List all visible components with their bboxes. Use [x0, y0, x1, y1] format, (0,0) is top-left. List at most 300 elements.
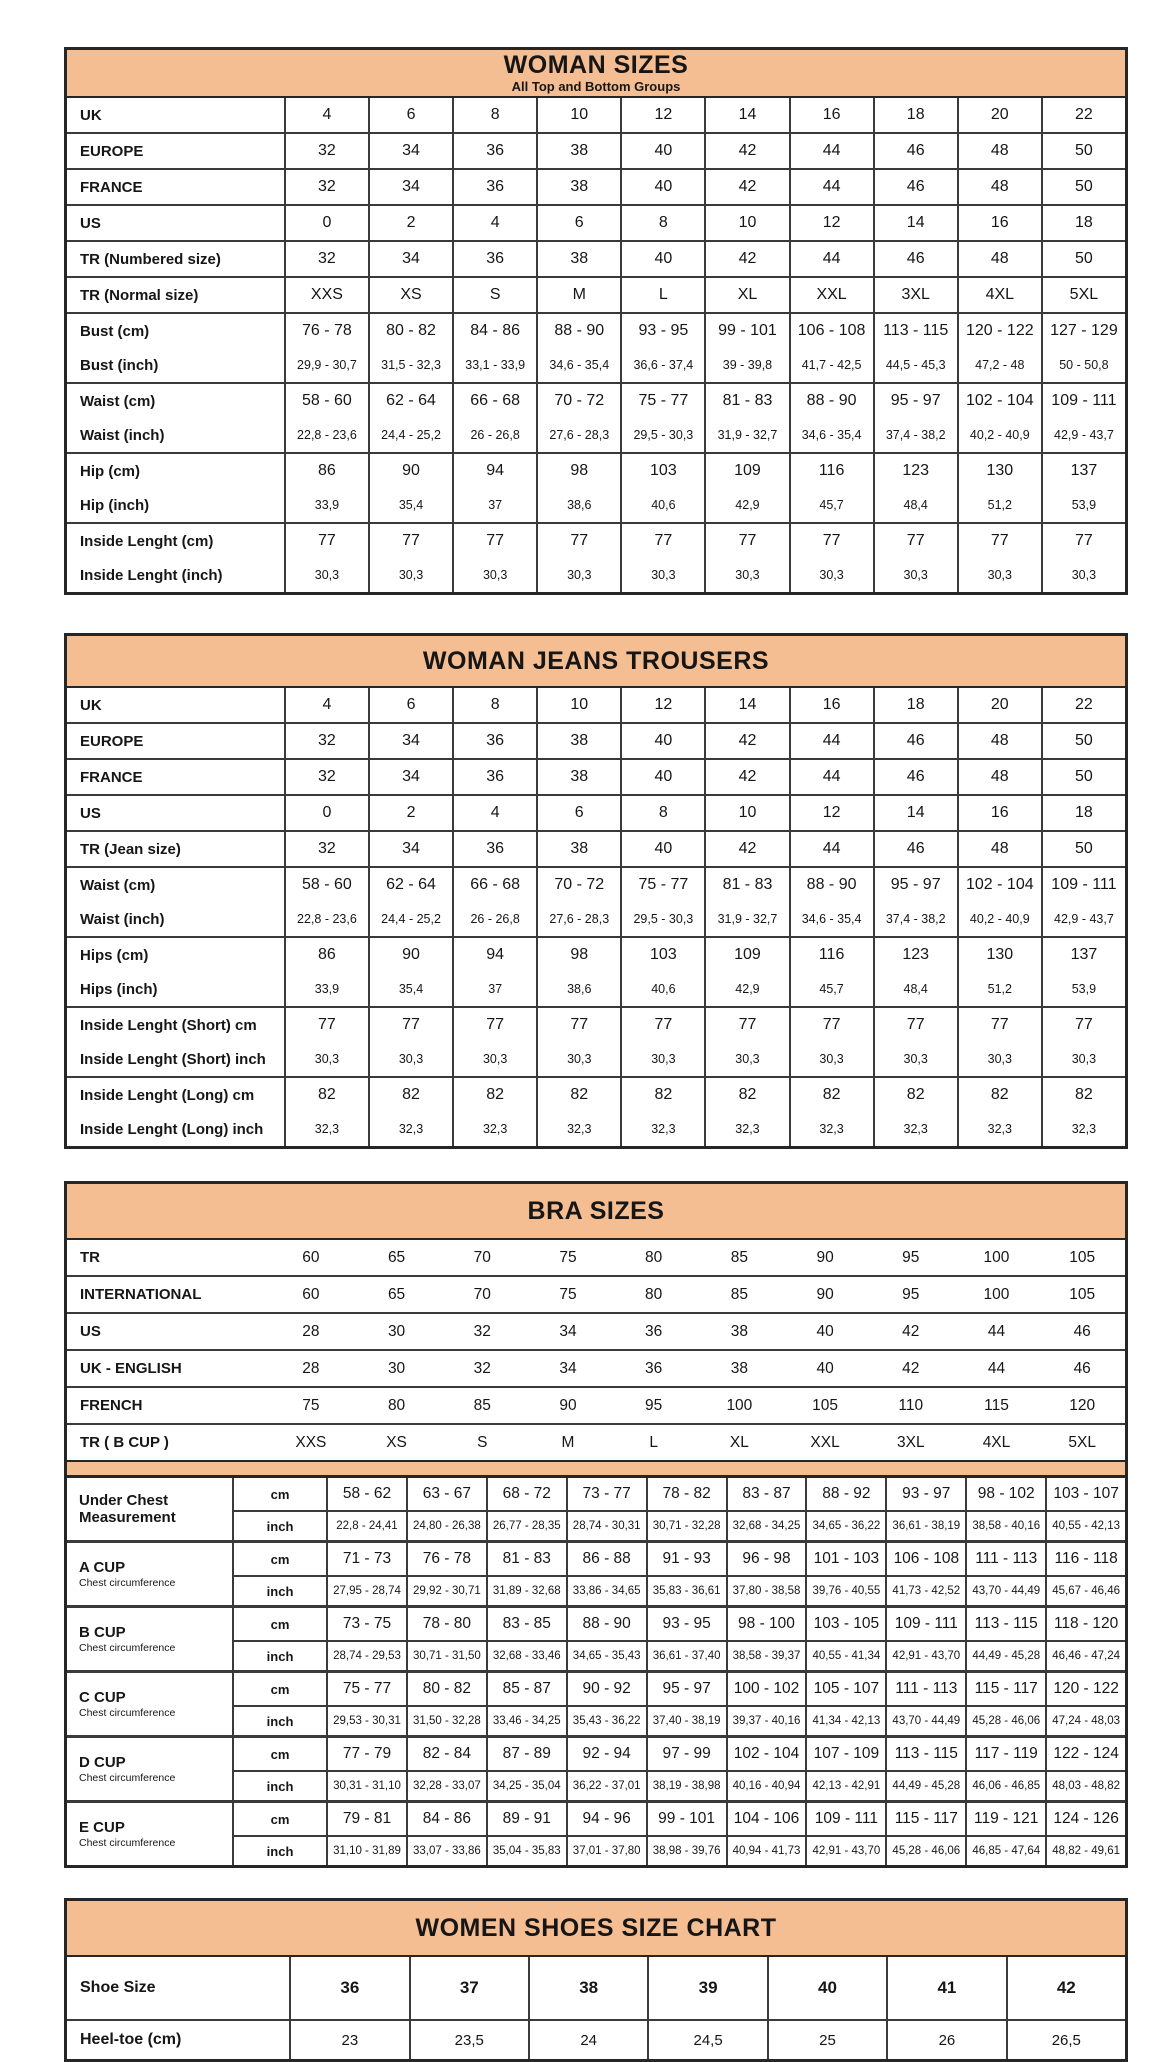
table-cell: 31,5 - 32,3	[368, 348, 452, 382]
table-cell: 34,65 - 35,43	[566, 1642, 646, 1670]
table-cell: 98 - 102	[965, 1478, 1045, 1510]
table-cell: 46	[873, 832, 957, 866]
table-cell: 76 - 78	[284, 314, 368, 348]
table-cell: 30,3	[368, 558, 452, 592]
table-cell: 48	[957, 832, 1041, 866]
table-cell: 34	[368, 134, 452, 168]
cup-right	[232, 1803, 1125, 1865]
table-cell: 4	[284, 98, 368, 132]
table-cell: 48,4	[873, 972, 957, 1006]
table-cell: 26	[886, 2021, 1005, 2059]
table-cell: 0	[284, 206, 368, 240]
table-cell: 45,28 - 46,06	[965, 1707, 1045, 1735]
table-cell: 48	[957, 760, 1041, 794]
table-cell: 46,46 - 47,24	[1045, 1642, 1125, 1670]
table-cell: 77	[957, 524, 1041, 558]
table-cell: 62 - 64	[368, 868, 452, 902]
table-cell: 86	[284, 454, 368, 488]
table-cell: 32	[284, 760, 368, 794]
table-cell: 90	[368, 454, 452, 488]
table-cell: 113 - 115	[965, 1608, 1045, 1640]
table-row	[67, 866, 1125, 902]
women-shoes-table	[64, 1898, 1128, 2062]
woman-jeans-table	[64, 633, 1128, 1149]
unit-label: cm	[232, 1478, 326, 1510]
table-cell: 73 - 77	[566, 1478, 646, 1510]
table-cell: 37	[452, 972, 536, 1006]
table-cell: 38,98 - 39,76	[646, 1837, 726, 1865]
table-cell: 0	[284, 796, 368, 830]
table-cell: 94	[452, 454, 536, 488]
table-cell: 40	[767, 1957, 886, 2019]
table-cell: 82	[284, 1078, 368, 1112]
table-cell: 10	[704, 206, 788, 240]
table-cell: 27,95 - 28,74	[326, 1577, 406, 1605]
table-cell: 77	[620, 1008, 704, 1042]
table-cell: 46	[873, 760, 957, 794]
woman-sizes-header	[67, 50, 1125, 98]
table-cell: 34,6 - 35,4	[536, 348, 620, 382]
row-label: TR	[80, 1249, 100, 1266]
table-cell: 12	[789, 796, 873, 830]
table-cell: 65	[387, 1285, 406, 1303]
table-cell: 102 - 104	[957, 384, 1041, 418]
table-cell: 30,3	[1041, 558, 1125, 592]
table-cell: 24,5	[647, 2021, 766, 2059]
table-cell: 80 - 82	[368, 314, 452, 348]
table-cell: 77	[789, 524, 873, 558]
unit-label: cm	[232, 1608, 326, 1640]
cup-group	[67, 1670, 1125, 1735]
table-cell: 29,53 - 30,31	[326, 1707, 406, 1735]
table-cell: 18	[1041, 206, 1125, 240]
table-cell: 36,22 - 37,01	[566, 1772, 646, 1800]
row-label: Inside Lenght (Short) inch	[80, 1050, 266, 1068]
table-cell: 14	[873, 206, 957, 240]
table-row	[67, 168, 1125, 204]
table-cell: 65	[387, 1248, 406, 1266]
table-cell: 32,68 - 34,25	[726, 1512, 806, 1540]
table-cell: 103 - 107	[1045, 1478, 1125, 1510]
table-cell: 71 - 73	[326, 1543, 406, 1575]
table-cell: 77	[873, 524, 957, 558]
table-cell: 82	[536, 1078, 620, 1112]
row-label: FRENCH	[80, 1397, 143, 1414]
table-row	[67, 276, 1125, 312]
table-cell: 113 - 115	[885, 1738, 965, 1770]
table-cell: 16	[957, 206, 1041, 240]
table-cell: 51,2	[957, 972, 1041, 1006]
table-cell: 44	[789, 134, 873, 168]
table-cell: 40,2 - 40,9	[957, 418, 1041, 452]
table-cell: 46	[1073, 1322, 1091, 1340]
table-cell: 38	[528, 1957, 647, 2019]
table-cell: 44	[987, 1359, 1006, 1377]
table-cell: 38,6	[536, 972, 620, 1006]
table-cell: 40,16 - 40,94	[726, 1772, 806, 1800]
table-cell: 95	[645, 1396, 663, 1414]
table-cell: 109 - 111	[1041, 868, 1125, 902]
table-cell: M	[561, 1433, 575, 1451]
table-cell: 30,3	[873, 558, 957, 592]
row-label: TR ( B CUP )	[80, 1434, 169, 1451]
table-cell: 103	[620, 454, 704, 488]
table-cell: 30,3	[957, 1042, 1041, 1076]
table-cell: 109	[704, 454, 788, 488]
table-row	[232, 1803, 1125, 1835]
cup-label-main: E CUP	[79, 1818, 125, 1836]
table-cell: 50	[1041, 134, 1125, 168]
table-cell: 40	[620, 724, 704, 758]
table-cell: 42	[704, 242, 788, 276]
unit-label: cm	[232, 1543, 326, 1575]
table-cell: 30,3	[957, 558, 1041, 592]
table-cell: 31,89 - 32,68	[486, 1577, 566, 1605]
table-cell: 42,9	[704, 488, 788, 522]
table-cell: 18	[1041, 796, 1125, 830]
table-cell: 96 - 98	[726, 1543, 806, 1575]
table-cell: 36	[452, 832, 536, 866]
table-cell: 82	[704, 1078, 788, 1112]
table-cell: 44,49 - 45,28	[965, 1642, 1045, 1670]
table-cell: 12	[620, 688, 704, 722]
table-cell: 77	[452, 1008, 536, 1042]
table-cell: 60	[302, 1248, 320, 1266]
table-cell: 4XL	[957, 278, 1041, 312]
table-cell: 39,37 - 40,16	[726, 1707, 806, 1735]
table-cell: 2	[368, 796, 452, 830]
table-cell: 42	[704, 832, 788, 866]
table-subtitle: All Top and Bottom Groups	[511, 79, 681, 95]
table-row	[67, 1423, 1125, 1460]
table-cell: 109 - 111	[1041, 384, 1125, 418]
cup-right	[232, 1738, 1125, 1800]
table-cell: 66 - 68	[452, 868, 536, 902]
table-cell: 16	[789, 688, 873, 722]
row-label: Waist (cm)	[80, 876, 156, 894]
cup-label	[67, 1673, 232, 1735]
table-row	[67, 452, 1125, 488]
table-cell: 66 - 68	[452, 384, 536, 418]
table-cell: 95 - 97	[873, 868, 957, 902]
table-cell: 30,3	[284, 558, 368, 592]
table-cell: 117 - 119	[965, 1738, 1045, 1770]
table-cell: 32,3	[536, 1112, 620, 1146]
row-label: EUROPE	[80, 732, 144, 750]
table-cell: 29,9 - 30,7	[284, 348, 368, 382]
table-cell: 32,3	[704, 1112, 788, 1146]
cup-label-sub: Chest circumference	[79, 1772, 176, 1785]
table-row	[67, 240, 1125, 276]
table-cell: 4	[284, 688, 368, 722]
cup-group	[67, 1478, 1125, 1540]
table-cell: 82	[452, 1078, 536, 1112]
table-cell: 84 - 86	[452, 314, 536, 348]
table-cell: 100 - 102	[726, 1673, 806, 1705]
table-cell: 33,86 - 34,65	[566, 1577, 646, 1605]
table-cell: 70	[473, 1248, 491, 1266]
table-cell: 78 - 80	[406, 1608, 486, 1640]
table-cell: XS	[386, 1433, 407, 1451]
table-cell: 38,58 - 40,16	[965, 1512, 1045, 1540]
table-cell: 92 - 94	[566, 1738, 646, 1770]
table-cell: 30,3	[789, 558, 873, 592]
table-cell: 31,10 - 31,89	[326, 1837, 406, 1865]
cup-label-sub: Chest circumference	[79, 1707, 176, 1720]
table-cell: 32,3	[873, 1112, 957, 1146]
table-cell: 39,76 - 40,55	[805, 1577, 885, 1605]
cup-label	[67, 1803, 232, 1865]
table-cell: 48	[957, 134, 1041, 168]
table-cell: 100	[983, 1248, 1010, 1266]
table-cell: 33,9	[284, 488, 368, 522]
row-label: UK - ENGLISH	[80, 1360, 182, 1377]
table-cell: 116 - 118	[1045, 1543, 1125, 1575]
table-cell: 32	[284, 242, 368, 276]
table-cell: 30,3	[452, 1042, 536, 1076]
table-cell: 26 - 26,8	[452, 902, 536, 936]
table-cell: 106 - 108	[885, 1543, 965, 1575]
table-cell: 42	[902, 1322, 920, 1340]
cup-label	[67, 1738, 232, 1800]
table-cell: 124 - 126	[1045, 1803, 1125, 1835]
table-cell: 37	[452, 488, 536, 522]
table-cell: 37,80 - 38,58	[726, 1577, 806, 1605]
table-cell: 83 - 85	[486, 1608, 566, 1640]
table-row	[232, 1608, 1125, 1640]
table-row	[232, 1770, 1125, 1800]
table-cell: 41,73 - 42,52	[885, 1577, 965, 1605]
table-row	[67, 98, 1125, 132]
table-cell: 31,9 - 32,7	[704, 902, 788, 936]
table-cell: 36	[452, 170, 536, 204]
table-cell: 89 - 91	[486, 1803, 566, 1835]
table-cell: 45,7	[789, 488, 873, 522]
table-cell: 28,74 - 30,31	[566, 1512, 646, 1540]
row-label: Inside Lenght (Long) inch	[80, 1120, 264, 1138]
row-label: FRANCE	[80, 768, 143, 786]
table-cell: 93 - 97	[885, 1478, 965, 1510]
table-cell: 85	[730, 1248, 748, 1266]
table-cell: 109 - 111	[885, 1608, 965, 1640]
table-cell: 80	[645, 1285, 663, 1303]
table-cell: 77	[284, 524, 368, 558]
table-cell: 24	[528, 2021, 647, 2059]
unit-label: inch	[232, 1707, 326, 1735]
table-cell: 18	[873, 688, 957, 722]
table-cell: 34	[559, 1322, 577, 1340]
table-cell: 32	[284, 832, 368, 866]
table-row	[67, 1006, 1125, 1042]
table-cell: 70 - 72	[536, 384, 620, 418]
table-cell: 77	[368, 1008, 452, 1042]
table-cell: 37,40 - 38,19	[646, 1707, 726, 1735]
table-cell: 127 - 129	[1041, 314, 1125, 348]
table-cell: 26 - 26,8	[452, 418, 536, 452]
table-cell: 100	[983, 1285, 1010, 1303]
table-cell: 30,3	[704, 1042, 788, 1076]
table-cell: 23	[289, 2021, 408, 2059]
table-cell: 47,2 - 48	[957, 348, 1041, 382]
table-cell: 44	[987, 1322, 1006, 1340]
table-cell: 88 - 90	[789, 384, 873, 418]
table-cell: 93 - 95	[646, 1608, 726, 1640]
table-cell: 47,24 - 48,03	[1045, 1707, 1125, 1735]
table-cell: 39 - 39,8	[704, 348, 788, 382]
table-cell: XXL	[810, 1433, 840, 1451]
table-cell: 37,01 - 37,80	[566, 1837, 646, 1865]
table-cell: 105	[1069, 1285, 1096, 1303]
table-cell: 82	[873, 1078, 957, 1112]
table-cell: 44	[789, 832, 873, 866]
table-cell: 16	[957, 796, 1041, 830]
table-cell: 120 - 122	[1045, 1673, 1125, 1705]
table-cell: 90	[368, 938, 452, 972]
cup-label-main: C CUP	[79, 1688, 126, 1706]
row-label: TR (Jean size)	[80, 840, 181, 858]
table-cell: S	[452, 278, 536, 312]
table-cell: XXS	[295, 1433, 327, 1451]
table-cell: 42	[704, 170, 788, 204]
table-cell: 46,85 - 47,64	[965, 1837, 1045, 1865]
table-row	[67, 488, 1125, 522]
table-row	[67, 758, 1125, 794]
table-cell: 26,5	[1006, 2021, 1125, 2059]
table-cell: 78 - 82	[646, 1478, 726, 1510]
row-label: Waist (inch)	[80, 910, 165, 928]
table-cell: 36	[452, 724, 536, 758]
table-cell: 77	[704, 524, 788, 558]
table-cell: 120 - 122	[957, 314, 1041, 348]
table-cell: 30,3	[789, 1042, 873, 1076]
table-cell: 98	[536, 938, 620, 972]
row-label: TR (Numbered size)	[80, 250, 221, 268]
table-cell: 104 - 106	[726, 1803, 806, 1835]
table-cell: 38,58 - 39,37	[726, 1642, 806, 1670]
table-cell: 38	[730, 1359, 748, 1377]
table-cell: 42	[704, 134, 788, 168]
table-row	[67, 382, 1125, 418]
women-shoes-rows	[67, 1957, 1125, 2059]
table-cell: 3XL	[873, 278, 957, 312]
table-row	[67, 794, 1125, 830]
row-label: Hip (cm)	[80, 462, 140, 480]
row-label: Inside Lenght (cm)	[80, 532, 214, 550]
table-cell: 6	[536, 796, 620, 830]
table-cell: 109 - 111	[805, 1803, 885, 1835]
table-cell: 90	[816, 1285, 834, 1303]
table-cell: 130	[957, 938, 1041, 972]
table-cell: 46	[873, 170, 957, 204]
table-cell: 88 - 90	[536, 314, 620, 348]
table-cell: 130	[957, 454, 1041, 488]
table-row	[67, 902, 1125, 936]
table-cell: 20	[957, 688, 1041, 722]
table-cell: 30,3	[452, 558, 536, 592]
row-label: TR (Normal size)	[80, 286, 199, 304]
row-label: Waist (cm)	[80, 392, 156, 410]
table-cell: 58 - 60	[284, 384, 368, 418]
table-cell: 38	[536, 134, 620, 168]
table-cell: 14	[704, 688, 788, 722]
table-cell: 40	[620, 832, 704, 866]
table-cell: 10	[704, 796, 788, 830]
table-cell: 48	[957, 242, 1041, 276]
table-cell: 77	[789, 1008, 873, 1042]
table-cell: 40,94 - 41,73	[726, 1837, 806, 1865]
table-cell: 88 - 92	[805, 1478, 885, 1510]
table-cell: 44	[789, 760, 873, 794]
table-cell: L	[649, 1433, 658, 1451]
row-label: INTERNATIONAL	[80, 1286, 202, 1303]
table-cell: 36,61 - 38,19	[885, 1512, 965, 1540]
table-cell: 75	[559, 1285, 577, 1303]
table-cell: 77	[957, 1008, 1041, 1042]
table-cell: 48,82 - 49,61	[1045, 1837, 1125, 1865]
table-cell: 46	[873, 724, 957, 758]
table-cell: 63 - 67	[406, 1478, 486, 1510]
table-cell: 50 - 50,8	[1041, 348, 1125, 382]
table-row	[67, 1386, 1125, 1423]
table-cell: 88 - 90	[566, 1608, 646, 1640]
table-cell: 8	[620, 796, 704, 830]
table-cell: 84 - 86	[406, 1803, 486, 1835]
table-cell: 137	[1041, 454, 1125, 488]
table-row	[232, 1673, 1125, 1705]
table-cell: 46	[1073, 1359, 1091, 1377]
table-cell: 24,4 - 25,2	[368, 418, 452, 452]
cup-label-main: A CUP	[79, 1558, 126, 1576]
table-cell: 36	[645, 1359, 663, 1377]
table-cell: 51,2	[957, 488, 1041, 522]
table-cell: 82	[620, 1078, 704, 1112]
table-cell: 77	[368, 524, 452, 558]
table-cell: 44	[789, 242, 873, 276]
table-cell: 50	[1041, 242, 1125, 276]
table-cell: 42	[704, 724, 788, 758]
table-cell: 24,4 - 25,2	[368, 902, 452, 936]
table-cell: 32,3	[620, 1112, 704, 1146]
table-cell: 18	[873, 98, 957, 132]
table-cell: 81 - 83	[704, 384, 788, 418]
unit-label: inch	[232, 1837, 326, 1865]
bra-sizes-header	[67, 1184, 1125, 1240]
table-cell: 82	[1041, 1078, 1125, 1112]
table-cell: 113 - 115	[873, 314, 957, 348]
row-label: US	[80, 1323, 101, 1340]
table-cell: 86	[284, 938, 368, 972]
table-cell: 4	[452, 206, 536, 240]
table-cell: 107 - 109	[805, 1738, 885, 1770]
table-cell: 36	[452, 134, 536, 168]
row-label: Inside Lenght (Long) cm	[80, 1086, 255, 1104]
table-cell: 48,4	[873, 488, 957, 522]
table-cell: 50	[1041, 724, 1125, 758]
table-cell: 100	[726, 1396, 753, 1414]
table-cell: 90	[816, 1248, 834, 1266]
table-cell: 16	[789, 98, 873, 132]
unit-label: inch	[232, 1642, 326, 1670]
table-row	[67, 688, 1125, 722]
table-cell: 34	[368, 170, 452, 204]
table-cell: 94 - 96	[566, 1803, 646, 1835]
table-cell: 94	[452, 938, 536, 972]
table-cell: 36	[452, 760, 536, 794]
table-cell: 115 - 117	[965, 1673, 1045, 1705]
table-cell: 123	[873, 938, 957, 972]
cup-label-main: Under Chest Measurement	[79, 1491, 176, 1526]
table-cell: 32,3	[957, 1112, 1041, 1146]
